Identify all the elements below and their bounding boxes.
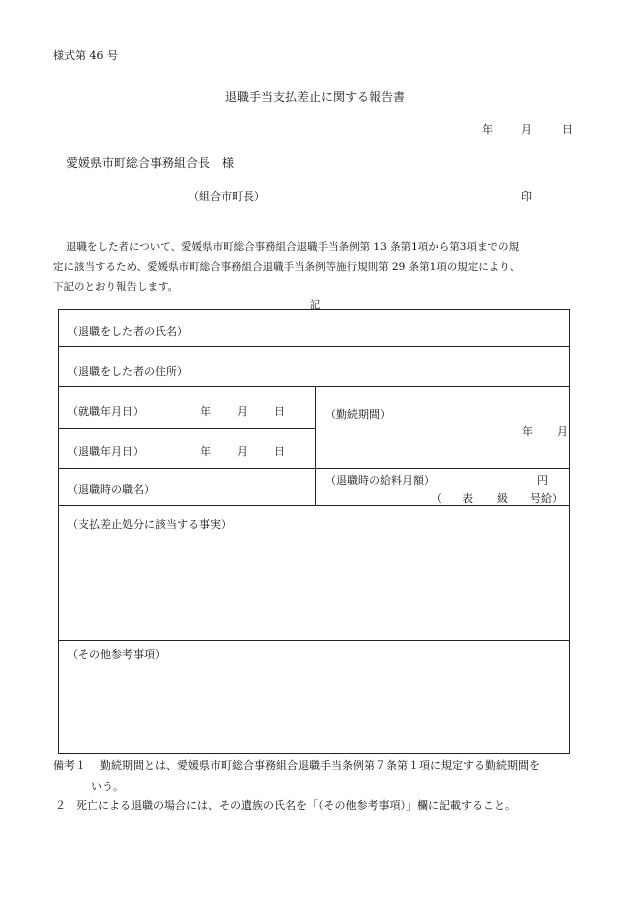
- seal-mark: 印: [521, 190, 532, 203]
- service-period-year: 年: [522, 425, 533, 438]
- note-1-text: 勤続期間とは、愛媛県市町総合事務組合退職手当条例第７条第１項に規定する勤続期間を: [100, 759, 540, 772]
- salary-step-label: 号給）: [530, 492, 563, 505]
- row-divider: [59, 468, 569, 469]
- sender-label: （組合市町長）: [188, 190, 265, 203]
- report-statement: [53, 237, 576, 297]
- employment-date-month: 月: [237, 405, 248, 418]
- date-month-label: 月: [521, 123, 532, 136]
- row-divider: [59, 428, 315, 429]
- row-divider: [59, 505, 569, 506]
- statement-line: 退職をした者について、愛媛県市町総合事務組合退職手当条例第 13 条第1項から第3項までの規: [66, 241, 519, 253]
- employment-date-label: （就職年月日）: [67, 405, 144, 418]
- row-divider: [59, 346, 569, 347]
- retirement-date-day: 日: [274, 445, 285, 458]
- service-period-label: （勤続期間）: [325, 408, 391, 421]
- salary-open-paren: （: [431, 492, 442, 505]
- column-divider: [315, 386, 316, 505]
- note-2-text: 死亡による退職の場合には、その遺族の氏名を「（その他参考事項）」欄に記載すること。: [76, 799, 516, 812]
- other-remarks-label: （その他参考事項）: [67, 648, 166, 661]
- row-divider: [59, 386, 569, 387]
- note-2-prefix: ２: [55, 799, 66, 812]
- note-1-prefix: 備考１: [53, 759, 86, 772]
- date-year-label: 年: [482, 123, 493, 136]
- statement-line: 定に該当するため、愛媛県市町総合事務組合退職手当条例等施行規則第 29 条第1項の規定により、: [53, 261, 521, 273]
- salary-field-label: （退職時の給料月額）: [325, 474, 435, 487]
- retirement-date-label: （退職年月日）: [67, 445, 144, 458]
- service-period-month: 月: [557, 425, 568, 438]
- position-field-label: （退職時の職名）: [67, 483, 155, 496]
- ki-heading: 記: [309, 299, 321, 311]
- address-field-label: （退職をした者の住所）: [67, 365, 188, 378]
- name-field-label: （退職をした者の氏名）: [67, 325, 188, 338]
- report-form-table: [58, 309, 570, 754]
- note-1-continuation: いう。: [91, 780, 124, 793]
- employment-date-year: 年: [200, 405, 211, 418]
- retirement-date-month: 月: [237, 445, 248, 458]
- salary-table-label: 表: [462, 492, 473, 505]
- employment-date-day: 日: [274, 405, 285, 418]
- salary-yen-unit: 円: [537, 474, 548, 487]
- suspension-facts-label: （支払差止処分に該当する事実）: [67, 518, 232, 531]
- document-title: 退職手当支払差止に関する報告書: [224, 90, 405, 104]
- statement-line: 下記のとおり報告します。: [53, 281, 179, 293]
- date-day-label: 日: [562, 123, 573, 136]
- form-number: 様式第 46 号: [53, 49, 118, 62]
- salary-grade-label: 級: [497, 492, 508, 505]
- addressee: 愛媛県市町総合事務組合長 様: [66, 156, 235, 170]
- row-divider: [59, 640, 569, 641]
- retirement-date-year: 年: [200, 445, 211, 458]
